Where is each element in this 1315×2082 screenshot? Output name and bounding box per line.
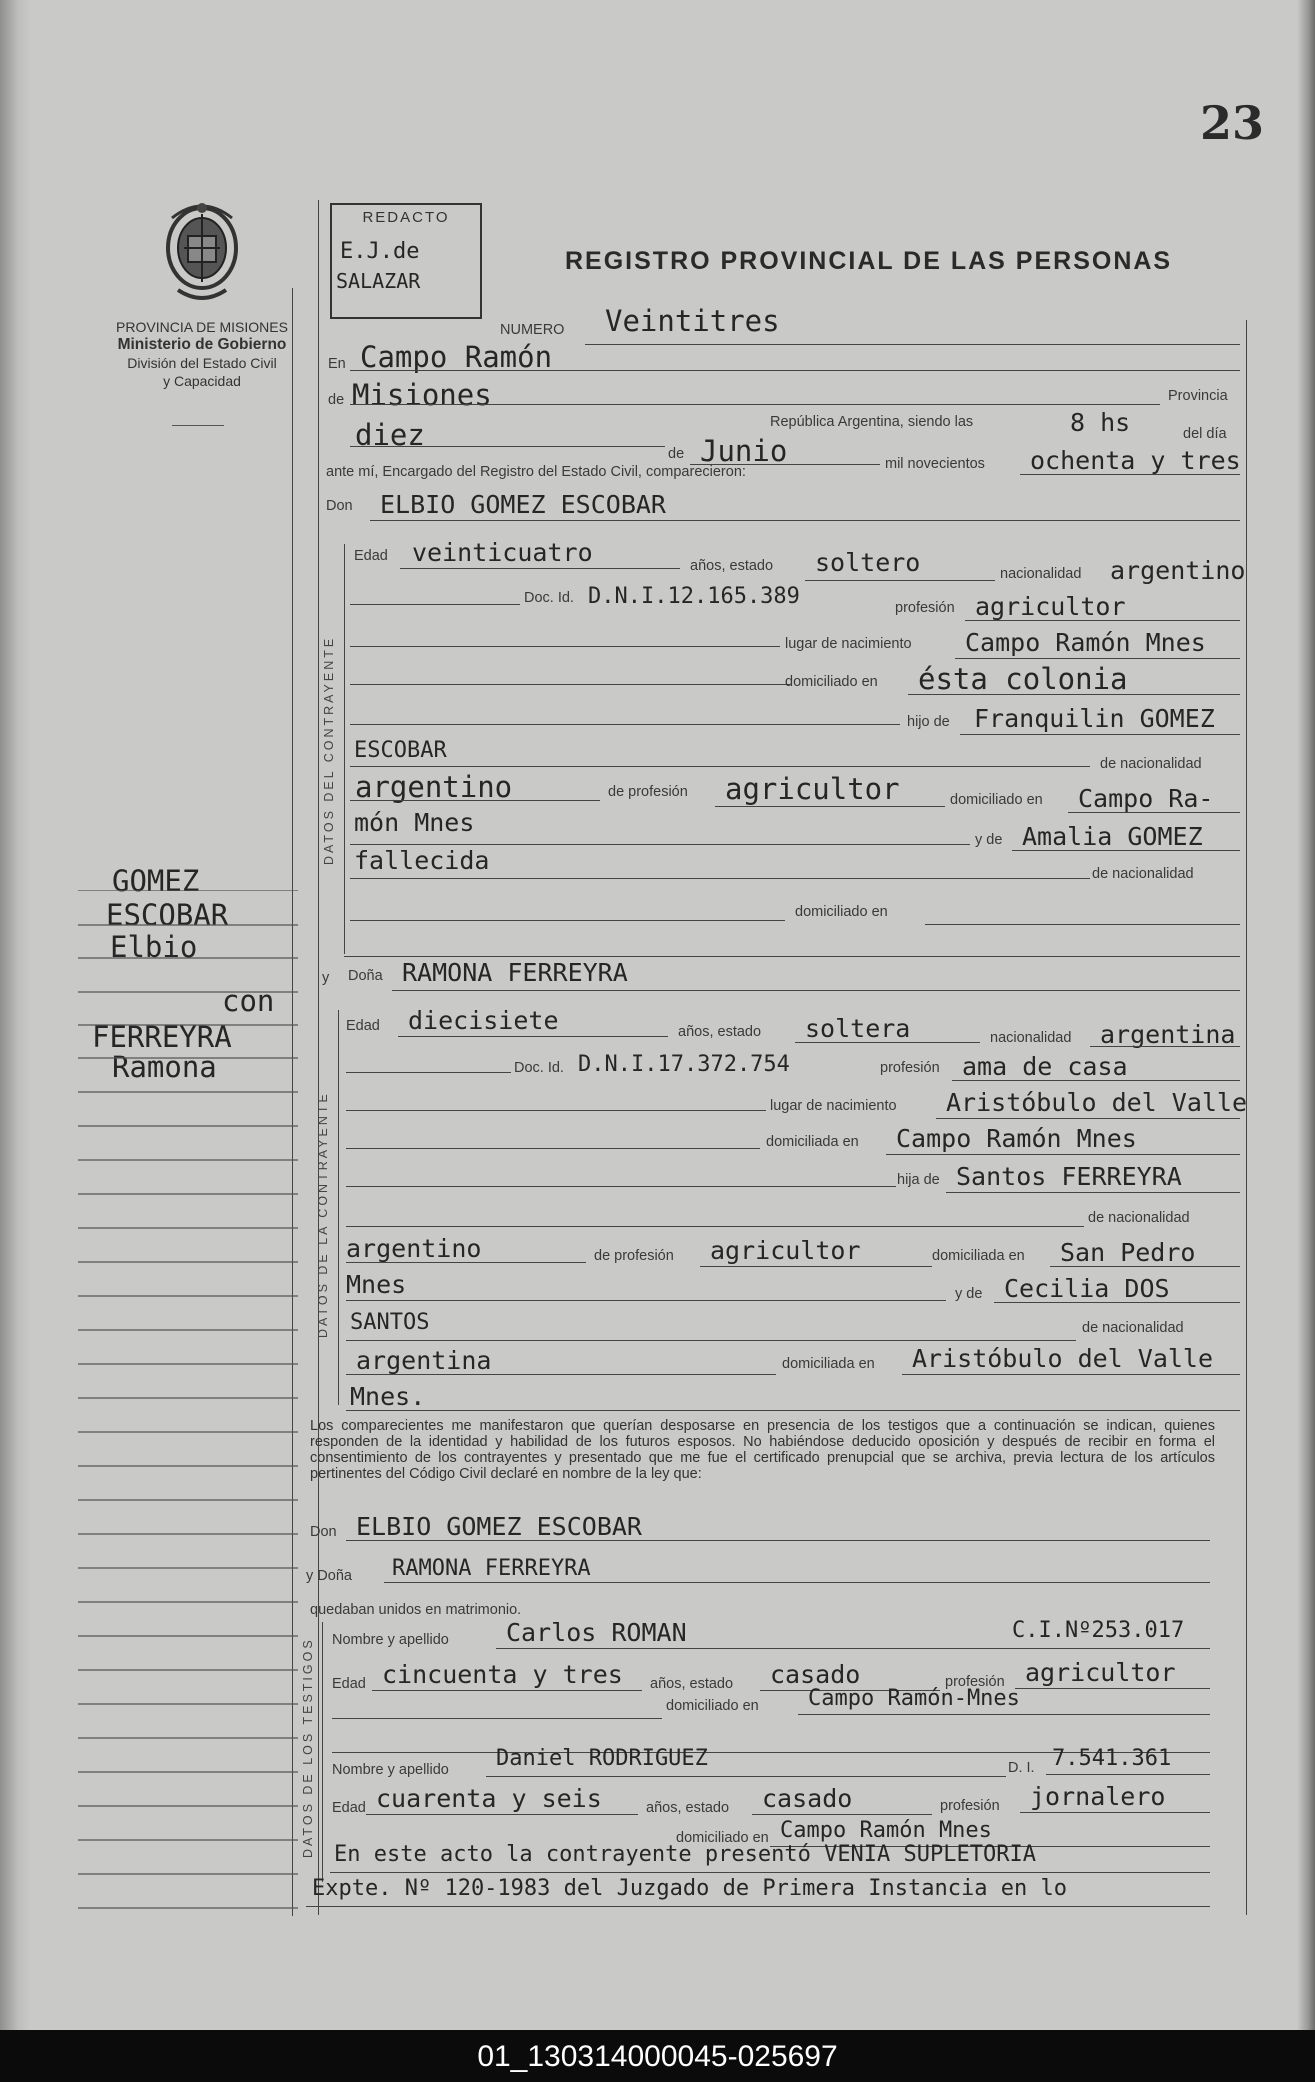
authority-rule [172, 425, 224, 426]
contrayente-side-label: DATOS DEL CONTRAYENTE [322, 635, 336, 865]
main-right-rule [1246, 320, 1247, 1915]
contrayenta-side-label: DATOS DE LA CONTRAYENTE [316, 1091, 330, 1338]
margin-ruled-lines [78, 890, 298, 1910]
redacto-box: REDACTO E.J.de SALAZAR [330, 203, 482, 319]
testigos-side-label: DATOS DE LOS TESTIGOS [301, 1637, 315, 1858]
register-page: 23 PROVINCIA DE MISIONES Ministerio de Gobierno División del Estado Civil y Capacidad REDACTO E.J.de SALAZAR REGISTRO PROVINCIAL DE LAS PERSONAS NUMERO Veintitres En Campo Ramón de Misiones Provincia diez República Argentina, siendo las 8 hs del día de Junio mil novecientos ochenta y tres ante mí, Encargado del Registro del Estado Civil, comparecieron: Don ELBIO GOMEZ ESCOBAR DATOS DEL CONTRAYENTE Edad veinticuatro años, estado soltero nacionalidad argentino Doc. Id. D.N.I.12.165.389 profesión agricultor lugar de nacimiento Campo Ramón Mnes domiciliado en ésta colonia hijo de Franquilin GOMEZ ESCOBAR de nacionalidad argentino de profesión agricultor domiciliado en Campo Ra- món Mnes y de Amalia GOMEZ fallecida de nacionalidad domiciliado en y Doña RAMONA FERREYRA DATOS DE LA CONTRAYENTE Edad diecisiete años, estado soltera nacionalidad argentina Doc. Id. D.N.I.17.372.754 profesión ama de casa lugar de nacimiento Aristóbulo del Valle domiciliada en Campo Ramón Mnes hija de Santos FERREYRA de nacionalidad argentino de profesión agricultor domiciliada en San Pedro Mnes y de Cecilia DOS SANTOS de nacionalidad argentina domiciliada en Aristóbulo del Valle Mnes. Los comparecientes me manifestaron que querían desposarse en presencia de los testigos que a continuación se indican, quienes responden de la identidad y habilidad de los futuros esposos. No habiéndose deducido oposición y después de recibir en forma el consentimiento de los contrayentes y presentado que me fue el certificado prenupcial que se archiva, previa lectura de los artículos pertinentes del Código Civil declaré en nombre de la ley que: Don ELBIO GOMEZ ESCOBAR y Doña RAMONA FERREYRA quedaban unidos en matrimonio. DATOS DE LOS TESTIGOS Nombre y apellido Carlos ROMAN C.I.Nº253.017 Edad cincuenta y tres años, estado casado profesión agricultor domiciliado en Campo Ramón-Mnes Nombre y apellido Daniel RODRIGUEZ D. I. 7.541.361 Edad cuarenta y seis años, estado casado profesión jornalero domiciliado en Campo Ramón Mnes En este acto la contrayente presentó VENIA SUPLETORIA Expte. Nº 120-1983 del Juzgado de Primera Instancia en lo GOMEZ ESCOBAR Elbio con FERREYRA Ramona [0, 0, 1315, 2030]
page-number: 23 [1200, 96, 1265, 150]
main-left-rule [318, 200, 319, 1915]
nota-line-1: En este acto la contrayente presentó VENIA SUPLETORIA [334, 1842, 1036, 1867]
book-binding-edge [0, 0, 30, 2030]
page-right-edge [1297, 0, 1315, 2030]
province-seal-icon [158, 198, 246, 310]
register-title: REGISTRO PROVINCIAL DE LAS PERSONAS [565, 247, 1173, 275]
issuing-authority: PROVINCIA DE MISIONES Ministerio de Gobierno División del Estado Civil y Capacidad [116, 319, 288, 389]
margin-note: GOMEZ [112, 864, 200, 898]
nota-line-2: Expte. Nº 120-1983 del Juzgado de Primera Instancia en lo [312, 1876, 1067, 1901]
scan-id: 01_130314000045-025697 [477, 2040, 838, 2073]
declaration-paragraph: Los comparecientes me manifestaron que querían desposarse en presencia de los testigos que a continuación se indican, quienes responden de la identidad y habilidad de los futuros esposos. No habiéndose deducido oposición y después de recibir en forma el consentimiento de los contrayentes y presentado que me fue el certificado prenupcial que se archiva, previa lectura de los artículos pertinentes del Código Civil declaré en nombre de la ley que: [310, 1418, 1215, 1482]
